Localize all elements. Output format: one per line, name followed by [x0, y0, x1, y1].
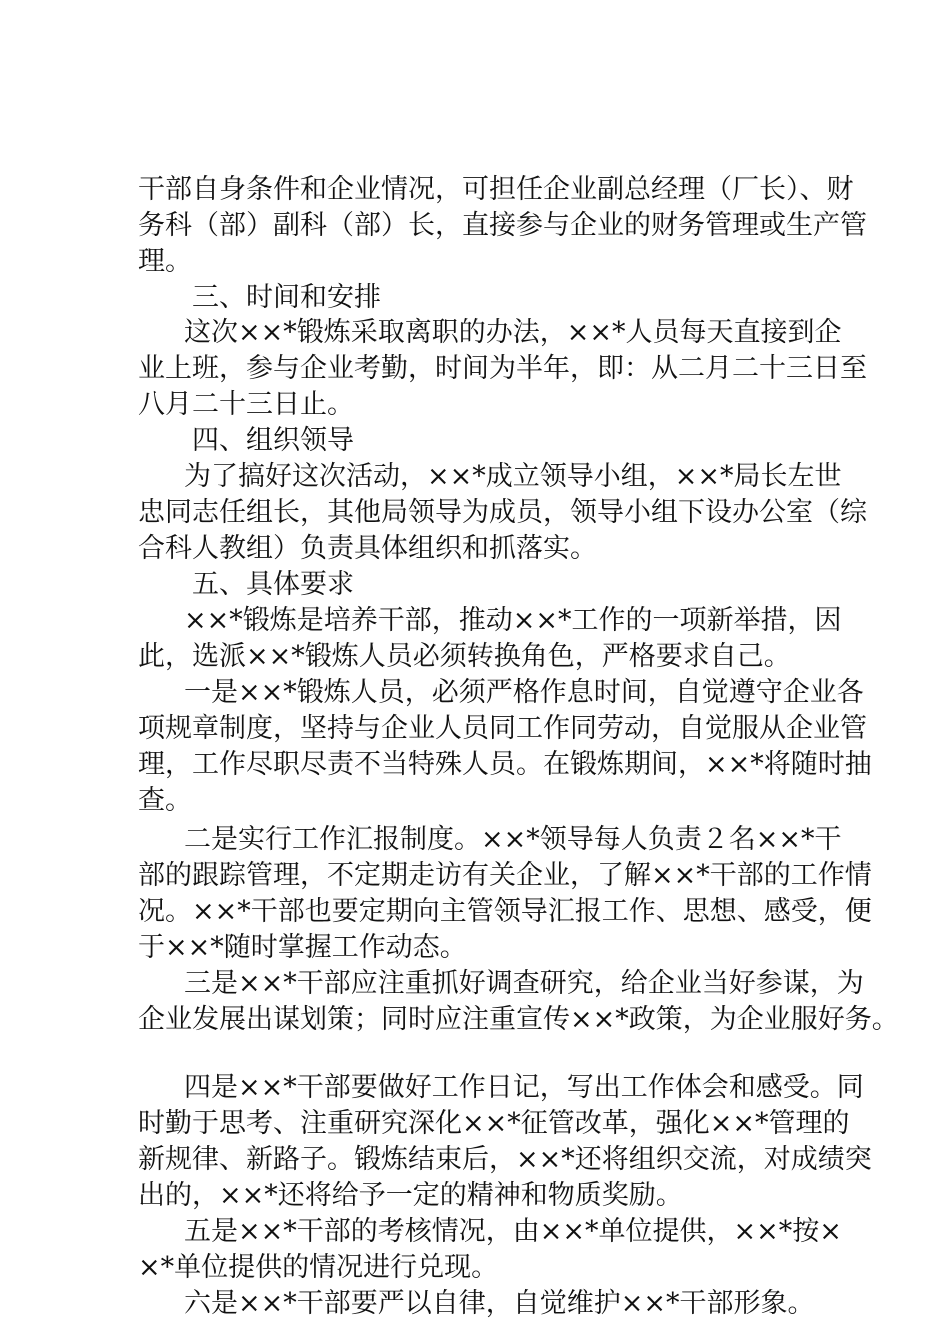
- body-line: 干部自身条件和企业情况，可担任企业副总经理（厂长）、财: [138, 174, 854, 205]
- body-line: 五是××*干部的考核情况，由××*单位提供，××*按×: [184, 1216, 842, 1247]
- body-line: 出的，××*还将给予一定的精神和物质奖励。: [138, 1180, 683, 1211]
- body-line: 部的跟踪管理，不定期走访有关企业，了解××*干部的工作情: [138, 860, 872, 891]
- body-line: 四是××*干部要做好工作日记，写出工作体会和感受。同: [184, 1072, 864, 1103]
- body-line: 理。: [138, 246, 192, 277]
- body-line: ×*单位提供的情况进行兑现。: [138, 1252, 499, 1283]
- body-line: 时勤于思考、注重研究深化××*征管改革，强化××*管理的: [138, 1108, 850, 1139]
- body-line: 六是××*干部要严以自律，自觉维护××*干部形象。: [184, 1288, 815, 1319]
- body-line: 企业发展出谋划策；同时应注重宣传××*政策，为企业服好务。: [138, 1004, 899, 1035]
- body-line: 这次××*锻炼采取离职的办法，××*人员每天直接到企: [184, 317, 842, 348]
- body-line: 业上班，参与企业考勤，时间为半年，即：从二月二十三日至: [138, 353, 867, 384]
- body-line: 此，选派××*锻炼人员必须转换角色，严格要求自己。: [138, 641, 791, 672]
- body-line: 八月二十三日止。: [138, 389, 354, 420]
- section-heading: 三、时间和安排: [192, 282, 381, 313]
- body-line: 理，工作尽职尽责不当特殊人员。在锻炼期间，××*将随时抽: [138, 749, 872, 780]
- body-line: ××*锻炼是培养干部，推动××*工作的一项新举措，因: [184, 605, 842, 636]
- section-heading: 四、组织领导: [192, 425, 354, 456]
- body-line: 为了搞好这次活动，××*成立领导小组，××*局长左世: [184, 461, 842, 492]
- body-line: 况。××*干部也要定期向主管领导汇报工作、思想、感受，便: [138, 896, 872, 927]
- body-line: 一是××*锻炼人员，必须严格作息时间，自觉遵守企业各: [184, 677, 864, 708]
- body-line: 忠同志任组长，其他局领导为成员，领导小组下设办公室（综: [138, 497, 867, 528]
- body-line: 二是实行工作汇报制度。××*领导每人负责２名××*干: [184, 824, 842, 855]
- body-line: 合科人教组）负责具体组织和抓落实。: [138, 533, 597, 564]
- body-line: 查。: [138, 785, 192, 816]
- body-line: 项规章制度，坚持与企业人员同工作同劳动，自觉服从企业管: [138, 713, 867, 744]
- body-line: 于××*随时掌握工作动态。: [138, 932, 467, 963]
- body-line: 新规律、新路子。锻炼结束后，××*还将组织交流，对成绩突: [138, 1144, 872, 1175]
- body-line: 三是××*干部应注重抓好调查研究，给企业当好参谋，为: [184, 968, 864, 999]
- body-line: 务科（部）副科（部）长，直接参与企业的财务管理或生产管: [138, 210, 867, 241]
- section-heading: 五、具体要求: [192, 569, 354, 600]
